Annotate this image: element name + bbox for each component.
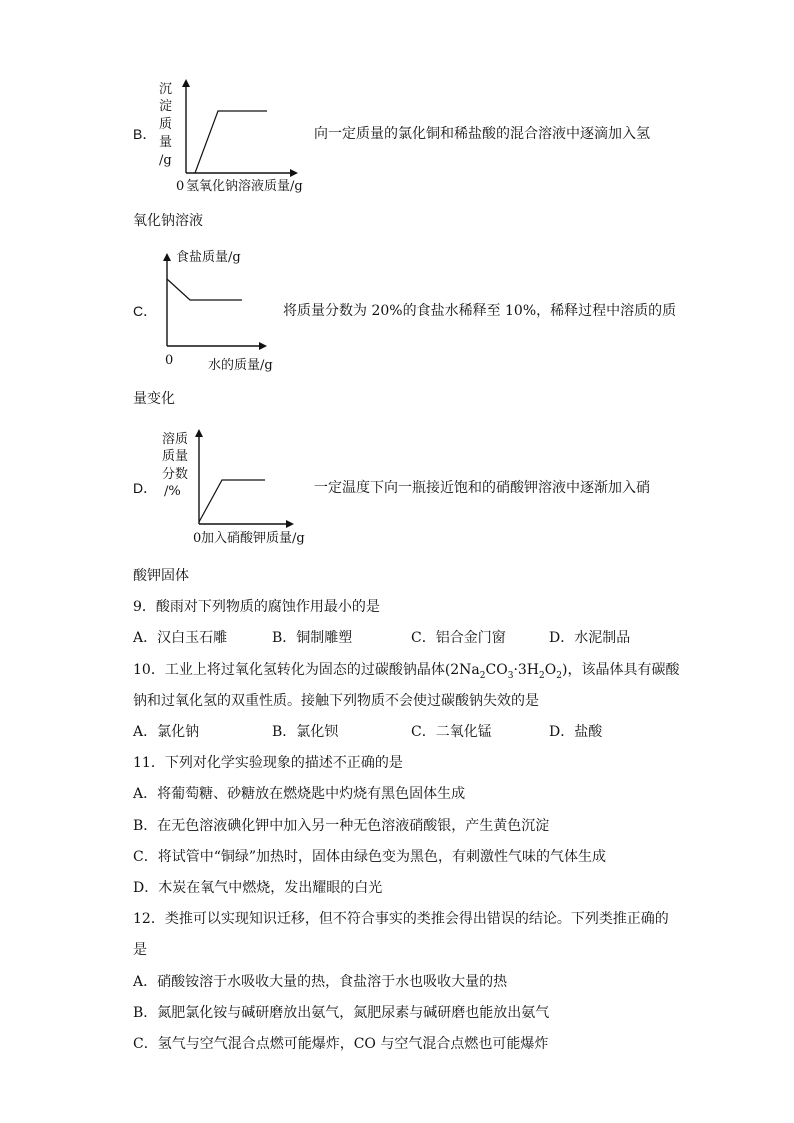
option-c-description-line1: 将质量分数为 20%的食盐水稀释至 10%，稀释过程中溶质的质	[283, 303, 677, 319]
question-10-sub-4: 2	[556, 670, 562, 681]
question-9-option-a: A．汉白玉石雕	[133, 630, 228, 646]
graph-c-ylabel: 食盐质量/g	[176, 250, 241, 265]
graph-b-xlabel: 氢氧化钠溶液质量/g	[186, 179, 303, 194]
graph-d-ylabel-2: 质量	[162, 449, 189, 464]
question-10-option-d: D．盐酸	[549, 724, 603, 740]
question-10-sub-1: 2	[479, 670, 486, 681]
question-12-option-c: C．氢气与空气混合点燃可能爆炸，CO 与空气混合点燃也可能爆炸	[133, 1036, 549, 1052]
graph-b-curve	[195, 111, 267, 173]
graph-c-origin: 0	[165, 353, 174, 368]
question-10-text-a: 10．工业上将过氧化氢转化为固态的过碳酸钠晶体(2Na	[133, 662, 480, 678]
question-10-formula-co: CO	[485, 662, 508, 678]
question-9-option-c: C．铝合金门窗	[411, 630, 506, 646]
graph-d-ylabel-1: 溶质	[162, 432, 189, 447]
option-b-description-line1: 向一定质量的氯化铜和稀盐酸的混合溶液中逐滴加入氢	[314, 126, 650, 142]
question-10-option-b: B．氯化钡	[272, 724, 339, 740]
graph-b-ylabel-5: /g	[159, 153, 172, 168]
question-11-stem: 11．下列对化学实验现象的描述不正确的是	[133, 755, 403, 771]
option-b-letter: B．	[133, 126, 157, 142]
graph-c-x-arrow	[259, 342, 267, 350]
question-11-option-a: A．将葡萄糖、砂糖放在燃烧匙中灼烧有黑色固体生成	[133, 786, 466, 802]
graph-c-curve	[167, 279, 242, 300]
graph-d	[150, 424, 320, 548]
question-11-option-c: C．将试管中“铜绿”加热时，固体由绿色变为黑色，有刺激性气味的气体生成	[133, 849, 607, 865]
option-c-letter: C．	[133, 303, 158, 319]
question-10-formula-o: O	[544, 662, 557, 678]
graph-b-origin: 0	[176, 179, 185, 194]
option-c-description-line2: 量变化	[133, 391, 175, 407]
question-9-stem: 9．酸雨对下列物质的腐蚀作用最小的是	[133, 599, 380, 615]
graph-d-y-arrow	[195, 429, 203, 437]
graph-b-ylabel-2: 淀	[159, 99, 173, 114]
question-11-option-d: D．木炭在氧气中燃烧，发出耀眼的白光	[133, 880, 383, 896]
question-10-sub-2: 3	[507, 670, 514, 681]
option-b-description-line2: 氧化钠溶液	[133, 213, 203, 229]
graph-c-y-arrow	[163, 253, 171, 261]
question-11-option-b: B．在无色溶液碘化钾中加入另一种无色溶液硝酸银，产生黄色沉淀	[133, 818, 550, 834]
graph-d-origin: 0	[193, 531, 202, 546]
graph-d-xlabel: 加入硝酸钾质量/g	[201, 531, 305, 546]
question-12-option-a: A．硝酸铵溶于水吸收大量的热，食盐溶于水也吸收大量的热	[133, 974, 508, 990]
question-10-text-b: )，该晶体具有碳酸	[561, 662, 680, 678]
question-10-stem-line2: 钠和过氧化氢的双重性质。接触下列物质不会使过碳酸钠失效的是	[133, 693, 539, 709]
graph-b-y-arrow	[182, 79, 190, 87]
graph-d-ylabel-3: 分数	[162, 467, 189, 482]
question-10-sub-3: 2	[539, 670, 545, 681]
question-10-option-c: C．二氧化锰	[411, 724, 492, 740]
graph-c-xlabel: 水的质量/g	[208, 358, 273, 373]
graph-b-x-arrow	[290, 169, 298, 177]
question-10-formula-h: ·3H	[513, 662, 540, 678]
question-12-option-b: B．氮肥氯化铵与碱研磨放出氨气，氮肥尿素与碱研磨也能放出氨气	[133, 1005, 550, 1021]
question-9-option-d: D．水泥制品	[549, 630, 631, 646]
question-9-options	[133, 629, 673, 647]
question-12-stem-line2: 是	[133, 942, 147, 958]
graph-d-ylabel-4: /%	[164, 484, 181, 499]
graph-d-curve	[199, 480, 265, 522]
graph-b-ylabel-3: 质	[159, 117, 173, 132]
graph-c	[155, 244, 295, 374]
question-9-option-b: B．铜制雕塑	[272, 630, 353, 646]
question-10-stem-line1	[133, 661, 679, 685]
graph-b-ylabel-1: 沉	[159, 82, 173, 97]
option-d-description-line2: 酸钾固体	[133, 568, 189, 584]
question-12-stem-line1: 12．类推可以实现知识迁移，但不符合事实的类推会得出错误的结论。下列类推正确的	[133, 911, 669, 927]
graph-d-x-arrow	[286, 520, 294, 528]
question-10-options	[133, 723, 673, 741]
graph-b	[150, 74, 320, 196]
question-10-option-a: A．氯化钠	[133, 724, 200, 740]
option-d-letter: D．	[133, 480, 158, 496]
graph-b-ylabel-4: 量	[159, 135, 173, 150]
option-d-description-line1: 一定温度下向一瓶接近饱和的硝酸钾溶液中逐渐加入硝	[314, 480, 650, 496]
